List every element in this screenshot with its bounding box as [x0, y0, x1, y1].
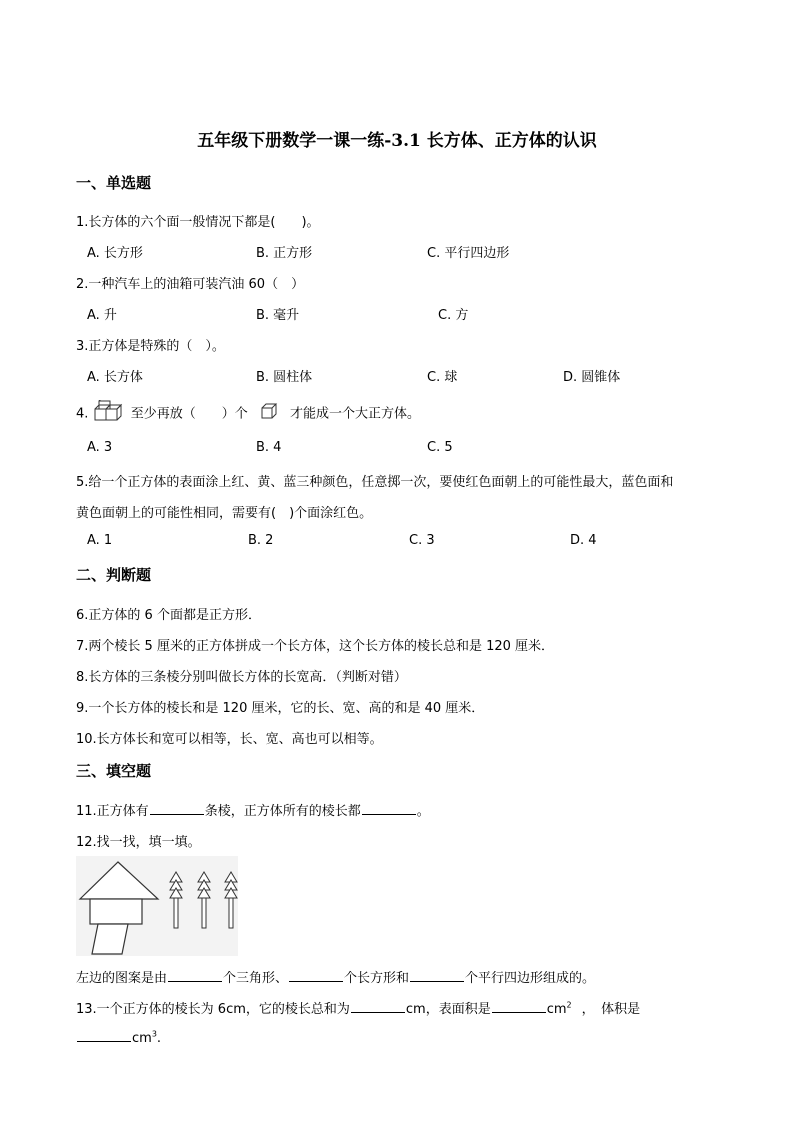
question-4 — [76, 400, 420, 428]
question-5-line-2: 黄色面朝上的可能性相同，需要有( )个面涂红色。 — [76, 506, 373, 521]
answer-blank[interactable] — [150, 802, 204, 815]
q2-option-b: B. 毫升 — [256, 308, 300, 323]
small-cube-icon — [260, 403, 278, 425]
q13-text-e: cm — [132, 1031, 152, 1046]
question-6: 6.正方体的 6 个面都是正方形． — [76, 608, 261, 623]
q1-option-a: A. 长方形 — [87, 246, 143, 261]
q5-option-d: D. 4 — [570, 533, 597, 548]
answer-blank[interactable] — [362, 802, 416, 815]
answer-blank[interactable] — [289, 969, 343, 982]
q3-option-b: B. 圆柱体 — [256, 370, 313, 385]
answer-blank[interactable] — [168, 969, 222, 982]
q5-option-b: B. 2 — [248, 533, 274, 548]
q5-option-c: C. 3 — [409, 533, 435, 548]
question-1: 1.长方体的六个面一般情况下都是( )。 — [76, 215, 320, 230]
answer-blank[interactable] — [492, 1000, 546, 1013]
q13-text-d: ， 体积是 — [581, 1002, 641, 1017]
answer-blank[interactable] — [77, 1029, 131, 1042]
q13-text-c: cm — [546, 1002, 567, 1017]
q4-suffix: 才能成一个大正方体。 — [289, 406, 420, 422]
q13-superscript-2: 2 — [566, 1000, 572, 1010]
q5-option-a: A. 1 — [87, 533, 113, 548]
q2-option-a: A. 升 — [87, 308, 117, 323]
q1-option-b: B. 正方形 — [256, 246, 313, 261]
q3-option-d: D. 圆锥体 — [563, 370, 621, 385]
q4-prefix: 4. — [76, 406, 89, 422]
question-13-line-2 — [76, 1029, 161, 1046]
q1-option-c: C. 平行四边形 — [427, 246, 510, 261]
q13-text-b: cm，表面积是 — [405, 1002, 491, 1017]
question-3: 3.正方体是特殊的（ ）。 — [76, 339, 225, 354]
page-title: 五年级下册数学一课一练-3.1 长方体、正方体的认识 — [197, 131, 597, 151]
q12-text-d: 个平行四边形组成的。 — [465, 971, 596, 986]
question-11 — [76, 800, 430, 819]
q4-option-a: A. 3 — [87, 440, 113, 455]
question-12: 12.找一找，填一填。 — [76, 835, 201, 850]
q11-text-c: 。 — [416, 804, 430, 819]
question-5-line-1: 5.给一个正方体的表面涂上红、黄、蓝三种颜色，任意掷一次，要使红色面朝上的可能性最大，蓝色面和 — [76, 475, 674, 490]
q11-text-b: 条棱，正方体所有的棱长都 — [204, 804, 361, 819]
q4-middle: 至少再放（ ）个 — [130, 406, 248, 422]
stacked-cubes-icon — [93, 400, 127, 428]
question-7: 7.两个棱长 5 厘米的正方体拼成一个长方体，这个长方体的棱长总和是 120 厘米． — [76, 639, 555, 654]
answer-blank[interactable] — [351, 1000, 405, 1013]
q12-text-c: 个长方形和 — [344, 971, 410, 986]
q3-option-a: A. 长方体 — [87, 370, 143, 385]
house-and-trees-figure — [76, 856, 238, 956]
q12-text-b: 个三角形、 — [223, 971, 289, 986]
q11-text-a: 11.正方体有 — [76, 804, 149, 819]
q2-option-c: C. 方 — [438, 308, 469, 323]
q3-option-c: C. 球 — [427, 370, 458, 385]
question-12-answer — [76, 967, 595, 986]
question-13-line-1 — [76, 998, 640, 1017]
q12-text-a: 左边的图案是由 — [76, 971, 168, 986]
q4-option-c: C. 5 — [427, 440, 453, 455]
answer-blank[interactable] — [410, 969, 464, 982]
section-heading-true-false: 二、判断题 — [76, 566, 152, 584]
q4-option-b: B. 4 — [256, 440, 282, 455]
question-10: 10.长方体长和宽可以相等，长、宽、高也可以相等。 — [76, 732, 383, 747]
q13-text-a: 13.一个正方体的棱长为 6cm，它的棱长总和为 — [76, 1002, 350, 1017]
question-9: 9.一个长方体的棱长和是 120 厘米，它的长、宽、高的和是 40 厘米． — [76, 701, 485, 716]
shapes-figure — [76, 856, 238, 956]
question-8: 8.长方体的三条棱分别叫做长方体的长宽高．（判断对错） — [76, 670, 407, 685]
question-2: 2.一种汽车上的油箱可装汽油 60（ ） — [76, 277, 305, 292]
section-heading-fill-blank: 三、填空题 — [76, 762, 152, 780]
q13-superscript-3: 3 — [151, 1029, 157, 1039]
q13-text-f: . — [156, 1031, 162, 1046]
section-heading-single-choice: 一、单选题 — [76, 174, 152, 192]
